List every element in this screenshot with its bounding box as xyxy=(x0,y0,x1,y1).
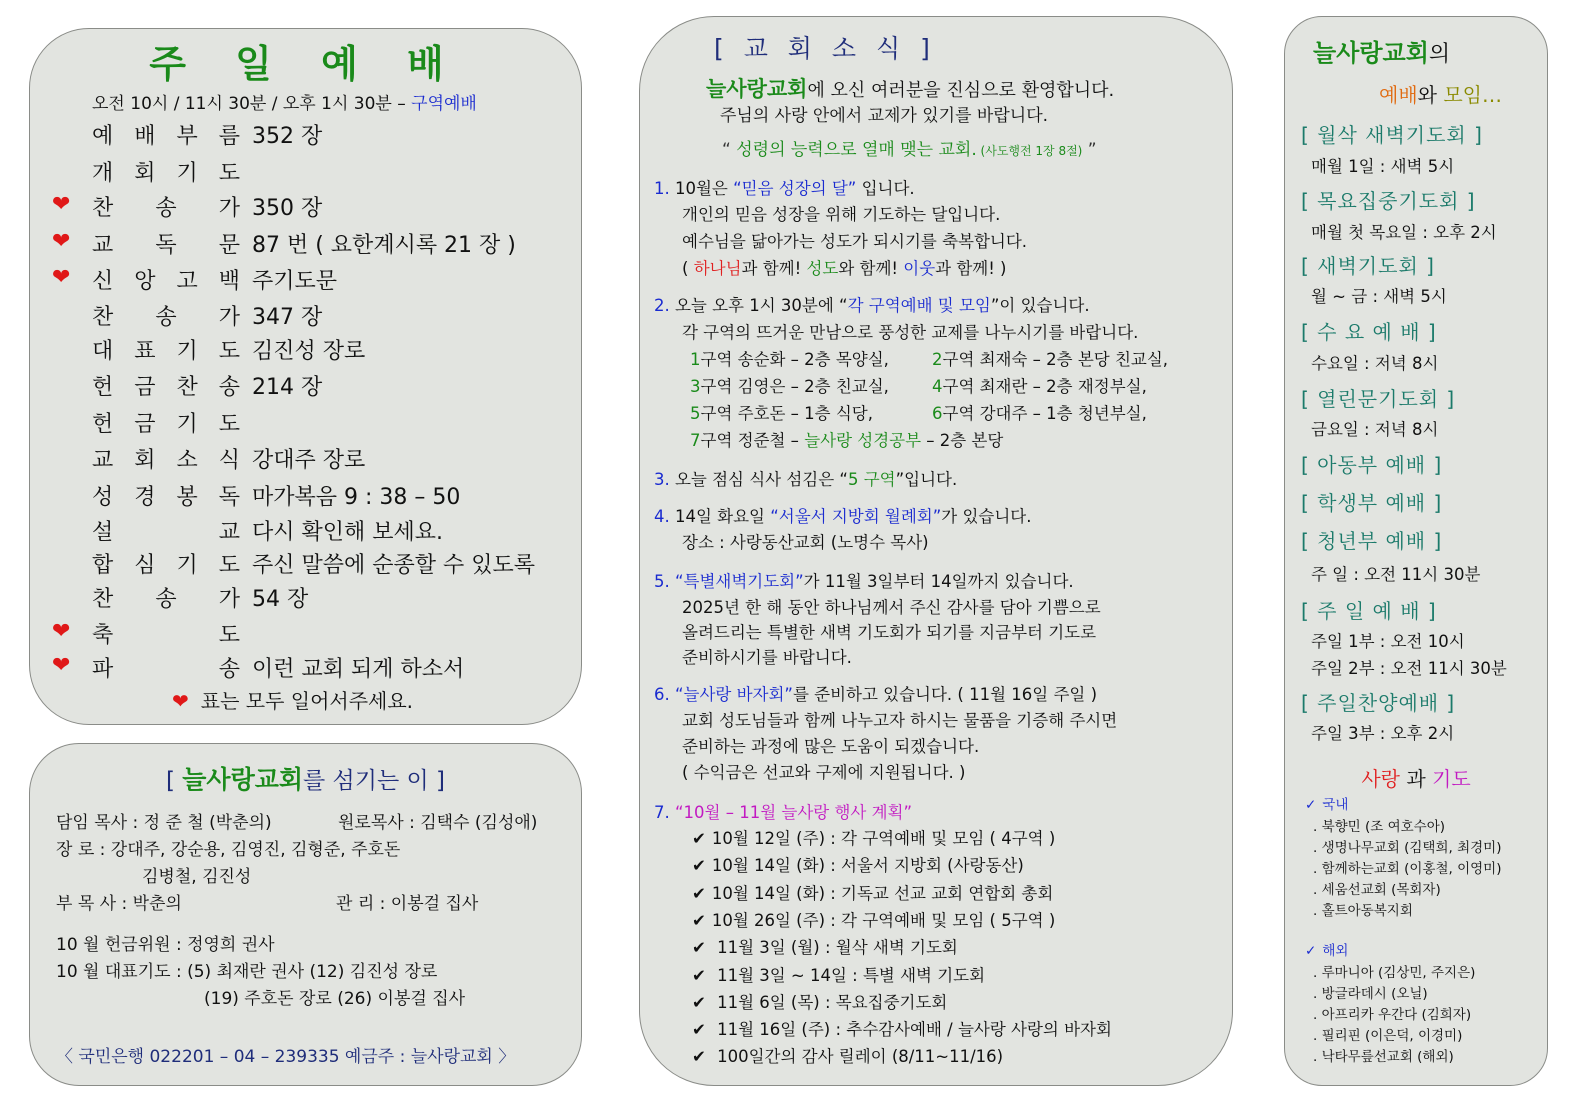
worship-order-label: 찬 송 가 xyxy=(92,196,240,221)
schedule-time: 매월 1일 : 새벽 5시 xyxy=(1311,157,1455,176)
worship-order-item xyxy=(30,370,581,406)
worship-order-item xyxy=(30,191,581,227)
worship-order-item xyxy=(30,480,581,516)
bank-account: 〈 국민은행 022201 – 04 – 239335 예금주 : 늘사랑교회 〉 xyxy=(56,1047,516,1067)
worship-times: 오전 10시 / 11시 30분 / 오후 1시 30분 – 구역예배 xyxy=(92,94,477,114)
news-item-6-line: 준비하는 과정에 많은 도움이 되겠습니다. xyxy=(682,737,980,756)
event-item: ✔ 10월 12일 (주) : 각 구역예배 및 모임 ( 4구역 ) xyxy=(692,829,1056,848)
district-3: 3구역 김영은 – 2층 친교실, xyxy=(690,377,889,396)
worship-order-value: 강대주 장로 xyxy=(252,448,366,473)
heart-icon: ❤ xyxy=(172,689,189,713)
schedule-heading: [ 월삭 새벽기도회 ] xyxy=(1301,123,1483,147)
news-title: [ 교 회 소 식 ] xyxy=(714,34,936,63)
news-item-2-line: 각 구역의 뜨거운 만남으로 풍성한 교제를 나누시기를 바랍니다. xyxy=(682,323,1139,342)
news-item-3: 3. 오늘 점심 식사 섬김은 “5 구역”입니다. xyxy=(654,470,958,489)
event-item: ✔ 10월 14일 (화) : 기독교 선교 교회 연합회 총회 xyxy=(692,883,1054,903)
checkmark-icon: ✔ xyxy=(692,992,706,1012)
prayer-target: . 아프리카 우간다 (김희자) xyxy=(1313,1007,1472,1023)
worship-order-item xyxy=(30,119,581,155)
worship-order-item xyxy=(30,264,581,300)
worship-title: 주 일 예 배 xyxy=(149,42,462,86)
district-1: 1구역 송순화 – 2층 목양실, xyxy=(690,350,889,369)
checkmark-icon: ✔ xyxy=(692,965,706,985)
prayer-target: . 홀트아동복지회 xyxy=(1313,903,1413,919)
emeritus-pastor: 원로목사 : 김택수 (김성애) xyxy=(338,813,538,833)
news-item-2: 2. 오늘 오후 1시 30분에 “각 구역예배 및 모임”이 있습니다. xyxy=(654,296,1090,315)
news-item-6-line: 교회 성도님들과 함께 나누고자 하시는 물품을 기증해 주시면 xyxy=(682,711,1118,730)
schedule-heading: [ 주일찬양예배 ] xyxy=(1301,691,1456,715)
event-item: ✔ 10월 14일 (화) : 서울서 지방회 (사랑동산) xyxy=(692,856,1024,876)
schedule-heading: [ 목요집중기도회 ] xyxy=(1301,189,1476,213)
checkmark-icon: ✔ xyxy=(692,1047,706,1067)
heart-icon: ❤ xyxy=(52,653,71,678)
worship-order-value: 주신 말씀에 순종할 수 있도록 xyxy=(252,553,535,578)
worship-order-label: 헌 금 기 도 xyxy=(92,412,240,437)
district-5: 5구역 주호돈 – 1층 식당, xyxy=(690,404,873,423)
schedule-time: 주일 3부 : 오후 2시 xyxy=(1311,724,1455,743)
representative-prayer-1: 10 월 대표기도 : (5) 최재란 권사 (12) 김진성 장로 xyxy=(56,962,438,982)
worship-order-label: 찬 송 가 xyxy=(92,305,240,330)
staff-title: [ 늘사랑교회를 섬기는 이 ] xyxy=(165,765,446,794)
event-item: ✔ 11월 3일 ~ 14일 : 특별 새벽 기도회 xyxy=(692,965,986,985)
news-item-1-line: 개인의 믿음 성장을 위해 기도하는 달입니다. xyxy=(682,205,1001,224)
district-2: 2구역 최재숙 – 2층 본당 친교실, xyxy=(932,350,1169,369)
prayer-target: . 함께하는교회 (이홍철, 이영미) xyxy=(1313,861,1502,877)
news-item-5-line: 올려드리는 특별한 새벽 기도회가 되기를 지금부터 기도로 xyxy=(682,623,1097,642)
schedule-time: 주일 1부 : 오전 10시 xyxy=(1311,632,1465,651)
news-item-6-line: ( 수익금은 선교와 구제에 지원됩니다. ) xyxy=(682,763,966,782)
news-item-1-line: ( 하나님과 함께! 성도와 함께! 이웃과 함께! ) xyxy=(682,259,1007,278)
worship-order-item xyxy=(30,548,581,584)
worship-order-value: 347 장 xyxy=(252,305,323,330)
news-item-1-line: 예수님을 닮아가는 성도가 되시기를 축복합니다. xyxy=(682,232,1028,251)
schedule-time: 금요일 : 저녁 8시 xyxy=(1311,420,1439,439)
domestic-missions-label: ✓ 국내 xyxy=(1305,797,1349,813)
event-item: ✔ 11월 6일 (목) : 목요집중기도회 xyxy=(692,992,948,1012)
checkmark-icon: ✔ xyxy=(692,883,706,903)
event-item: ✔ 11월 3일 (월) : 월삭 새벽 기도회 xyxy=(692,938,958,958)
news-item-1: 1. 10월은 “믿음 성장의 달” 입니다. xyxy=(654,179,915,198)
event-item: ✔ 11월 16일 (주) : 추수감사예배 / 늘사랑 사랑의 바자회 xyxy=(692,1020,1112,1040)
elders-line-2: 김병철, 김진성 xyxy=(142,867,252,887)
worship-order-item xyxy=(30,582,581,618)
schedule-title: 늘사랑교회의 xyxy=(1313,39,1451,67)
worship-order-label: 개 회 기 도 xyxy=(92,161,240,186)
representative-prayer-2: (19) 주호돈 장로 (26) 이봉걸 집사 xyxy=(204,989,466,1009)
worship-order-value: 마가복음 9 : 38 – 50 xyxy=(252,485,461,510)
welcome-message-2: 주님의 사랑 안에서 교제가 있기를 바랍니다. xyxy=(720,106,1049,126)
worship-order-item xyxy=(30,334,581,370)
worship-order-label: 합 심 기 도 xyxy=(92,553,240,578)
schedule-time: 주 일 : 오전 11시 30분 xyxy=(1311,565,1481,584)
worship-order-item xyxy=(30,515,581,551)
district-7: 7구역 정준철 – 늘사랑 성경공부 – 2층 본당 xyxy=(690,431,1004,450)
church-name: 늘사랑교회 xyxy=(1313,39,1429,67)
heart-icon: ❤ xyxy=(52,192,71,217)
church-name: 늘사랑교회 xyxy=(706,77,808,101)
event-item: ✔ 100일간의 감사 릴레이 (8/11~11/16) xyxy=(692,1047,1004,1067)
church-name: 늘사랑교회 xyxy=(182,765,304,794)
senior-pastor: 담임 목사 : 정 준 철 (박춘의) xyxy=(56,813,272,833)
offering-committee: 10 월 헌금위원 : 정영희 권사 xyxy=(56,935,275,955)
worship-order-value: 주기도문 xyxy=(252,269,338,294)
news-item-4: 4. 14일 화요일 “서울서 지방회 월례회”가 있습니다. xyxy=(654,507,1032,526)
worship-order-item xyxy=(30,156,581,192)
elders-line-1: 장 로 : 강대주, 강순용, 김영진, 김형준, 주호돈 xyxy=(56,840,401,860)
worship-order-label: 찬 송 가 xyxy=(92,587,240,612)
news-item-7: 7. “10월 – 11월 늘사랑 행사 계획” xyxy=(654,803,913,822)
district-worship-label: 구역예배 xyxy=(411,94,477,114)
district-6: 6구역 강대주 – 1층 청년부실, xyxy=(932,404,1147,423)
overseas-missions-label: ✓ 해외 xyxy=(1305,943,1349,959)
worship-order-label: 대 표 기 도 xyxy=(92,339,240,364)
worship-order-item xyxy=(30,618,581,654)
news-item-4-line: 장소 : 사랑동산교회 (노명수 목사) xyxy=(682,533,929,552)
checkmark-icon: ✔ xyxy=(692,938,706,958)
schedule-heading: [ 열린문기도회 ] xyxy=(1301,387,1456,411)
schedule-heading: [ 학생부 예배 ] xyxy=(1301,491,1443,515)
worship-order-value: 352 장 xyxy=(252,124,323,149)
worship-order-value: 214 장 xyxy=(252,375,323,400)
checkmark-icon: ✔ xyxy=(692,1020,706,1040)
worship-order-label: 축 도 xyxy=(92,623,240,648)
worship-order-item xyxy=(30,443,581,479)
schedule-time: 매월 첫 목요일 : 오후 2시 xyxy=(1311,223,1497,242)
news-item-5-line: 준비하시기를 바랍니다. xyxy=(682,648,852,667)
check-icon: ✓ xyxy=(1305,797,1317,813)
heart-icon: ❤ xyxy=(52,265,71,290)
worship-order-label: 파 송 xyxy=(92,657,240,682)
worship-order-label: 헌 금 찬 송 xyxy=(92,375,240,400)
worship-footnote: ❤ 표는 모두 일어서주세요. xyxy=(172,689,414,713)
schedule-heading: [ 청년부 예배 ] xyxy=(1301,529,1443,553)
worship-schedule-panel xyxy=(1284,16,1548,1086)
worship-order-item xyxy=(30,300,581,336)
worship-order-item xyxy=(30,652,581,688)
worship-order-label: 교 회 소 식 xyxy=(92,448,240,473)
prayer-target: . 생명나무교회 (김택희, 최경미) xyxy=(1313,840,1502,856)
worship-order-value: 350 장 xyxy=(252,196,323,221)
news-item-6: 6. “늘사랑 바자회”를 준비하고 있습니다. ( 11월 16일 주일 ) xyxy=(654,685,1098,704)
worship-order-label: 예 배 부 름 xyxy=(92,124,240,149)
worship-order-item xyxy=(30,228,581,264)
schedule-heading: [ 수 요 예 배 ] xyxy=(1301,320,1437,344)
checkmark-icon: ✔ xyxy=(692,829,706,848)
prayer-target: . 세움선교회 (목회자) xyxy=(1313,882,1441,898)
church-news-panel xyxy=(639,16,1233,1086)
manager: 관 리 : 이봉걸 집사 xyxy=(336,894,479,914)
worship-order-value: 김진성 장로 xyxy=(252,339,366,364)
schedule-heading: [ 새벽기도회 ] xyxy=(1301,254,1435,278)
associate-pastor: 부 목 사 : 박춘의 xyxy=(56,894,182,914)
event-item: ✔ 10월 26일 (주) : 각 구역예배 및 모임 ( 5구역 ) xyxy=(692,910,1056,930)
worship-order-value: 다시 확인해 보세요. xyxy=(252,520,443,545)
check-icon: ✓ xyxy=(1305,943,1317,959)
prayer-target: . 루마니아 (김상민, 주지은) xyxy=(1313,965,1476,981)
worship-order-label: 신 앙 고 백 xyxy=(92,269,240,294)
schedule-heading: [ 아동부 예배 ] xyxy=(1301,453,1443,477)
checkmark-icon: ✔ xyxy=(692,856,706,876)
worship-order-value: 87 번 ( 요한계시록 21 장 ) xyxy=(252,233,516,258)
worship-order-item xyxy=(30,407,581,443)
prayer-target: . 북향민 (조 여호수아) xyxy=(1313,819,1446,835)
love-and-prayer-title: 사랑 과 기도 xyxy=(1361,767,1471,791)
church-motto: “ 성령의 능력으로 열매 맺는 교회. (사도행전 1장 8절) ” xyxy=(722,140,1097,160)
prayer-target: . 방글라데시 (오닐) xyxy=(1313,986,1428,1002)
news-item-5: 5. “특별새벽기도회”가 11월 3일부터 14일까지 있습니다. xyxy=(654,572,1074,591)
heart-icon: ❤ xyxy=(52,619,71,644)
prayer-target: . 필리핀 (이은덕, 이경미) xyxy=(1313,1028,1463,1044)
news-item-5-line: 2025년 한 해 동안 하나님께서 주신 감사를 담아 기쁨으로 xyxy=(682,598,1101,617)
worship-order-value: 이런 교회 되게 하소서 xyxy=(252,657,465,682)
checkmark-icon: ✔ xyxy=(692,910,706,930)
prayer-target: . 낙타무릎선교회 (해외) xyxy=(1313,1049,1454,1065)
schedule-heading: [ 주 일 예 배 ] xyxy=(1301,599,1437,623)
worship-order-label: 설 교 xyxy=(92,520,240,545)
schedule-subtitle: 예배와 모임… xyxy=(1379,83,1502,107)
welcome-message: 늘사랑교회에 오신 여러분을 진심으로 환영합니다. xyxy=(706,77,1115,101)
heart-icon: ❤ xyxy=(52,229,71,254)
worship-order-label: 교 독 문 xyxy=(92,233,240,258)
district-4: 4구역 최재란 – 2층 재정부실, xyxy=(932,377,1147,396)
schedule-time: 월 ~ 금 : 새벽 5시 xyxy=(1311,287,1447,306)
schedule-time: 주일 2부 : 오전 11시 30분 xyxy=(1311,659,1507,678)
worship-order-value: 54 장 xyxy=(252,587,309,612)
worship-order-label: 성 경 봉 독 xyxy=(92,485,240,510)
church-staff-panel xyxy=(29,743,582,1086)
schedule-time: 수요일 : 저녁 8시 xyxy=(1311,354,1439,373)
worship-order-panel xyxy=(29,28,582,725)
